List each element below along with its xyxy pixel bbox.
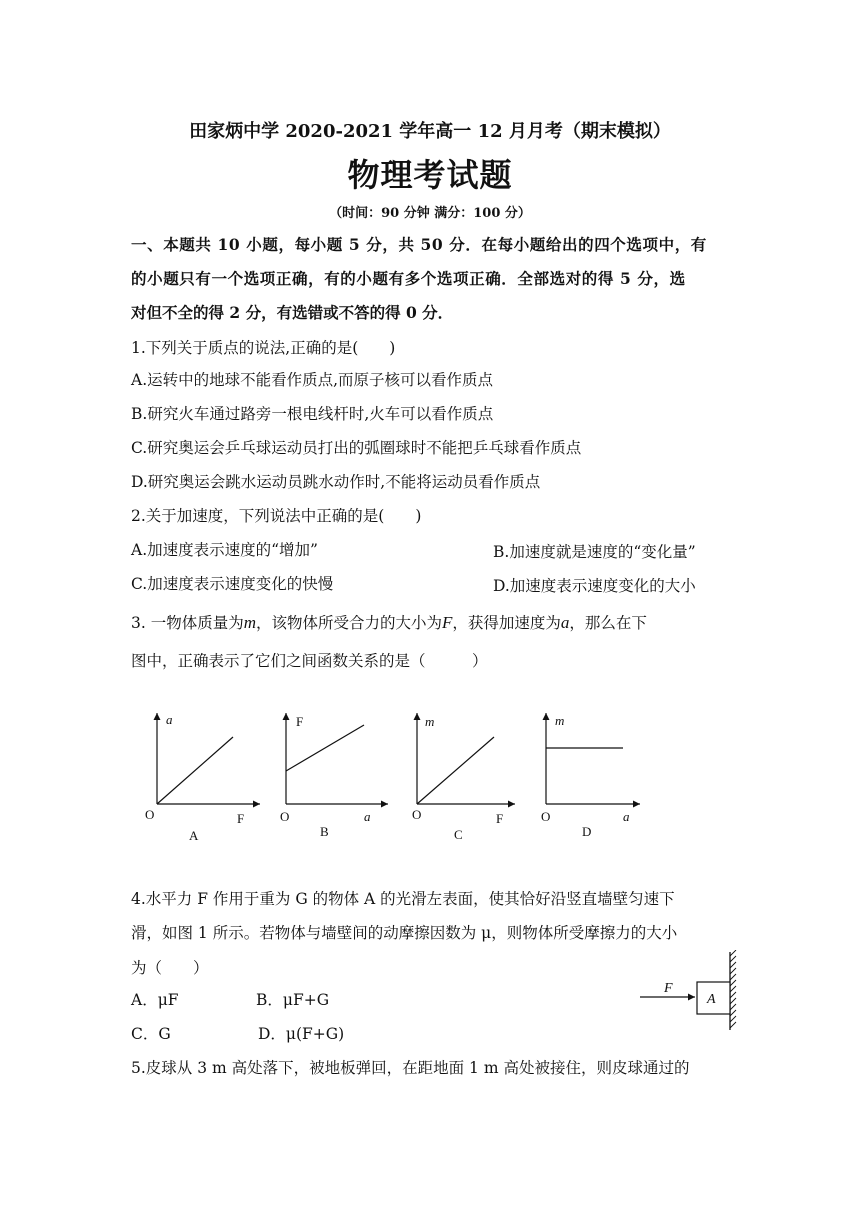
q4-option-d: D．μ(F+G) <box>258 1025 345 1043</box>
graph-d-xlabel: a <box>623 809 630 824</box>
section-instruction-line-3: 对但不全的得 2 分，有选错或不答的得 0 分． <box>131 303 454 322</box>
q4-option-b: B．μF+G <box>256 991 330 1009</box>
q1-option-a: A.运转中的地球不能看作质点,而原子核可以看作质点 <box>131 371 494 389</box>
q1-stem: 1.下列关于质点的说法,正确的是( ) <box>131 339 396 357</box>
q2-option-b: B.加速度就是速度的“变化量” <box>493 543 696 561</box>
graph-b-letter: B <box>320 824 329 839</box>
section-instruction-line-2: 的小题只有一个选项正确，有的小题有多个选项正确．全部选对的得 5 分，选 <box>131 269 686 288</box>
q4-line-2: 滑，如图 1 所示。若物体与墙壁间的动摩擦因数为 μ，则物体所受摩擦力的大小 <box>131 924 678 942</box>
q3-var-m: m <box>243 613 256 632</box>
graph-a-line <box>157 737 233 804</box>
q3-stem-line-1 <box>131 613 731 633</box>
q2-option-d: D.加速度表示速度变化的大小 <box>493 577 696 595</box>
q4-figure <box>630 950 745 1035</box>
q4-line-1: 4.水平力 F 作用于重为 G 的物体 A 的光滑左表面，使其恰好沿竖直墙壁匀速下 <box>131 890 675 908</box>
q1-option-b: B.研究火车通过路旁一根电线杆时,火车可以看作质点 <box>131 405 494 423</box>
page-title: 物理考试题 <box>347 156 513 194</box>
graph-b <box>280 713 388 839</box>
force-label: F <box>664 981 673 996</box>
q3-stem-part-a: 3. 一物体质量为 <box>131 614 244 632</box>
q1-option-d: D.研究奥运会跳水运动员跳水动作时,不能将运动员看作质点 <box>131 473 541 491</box>
graph-c-letter: C <box>454 827 463 842</box>
q2-option-a: A.加速度表示速度的“增加” <box>131 541 318 559</box>
graph-c-line <box>417 737 494 804</box>
graph-a-xlabel: F <box>237 811 245 826</box>
graph-b-line <box>286 725 364 771</box>
graph-d <box>541 713 640 839</box>
q3-stem-line-2: 图中，正确表示了它们之间函数关系的是（ ） <box>131 652 488 670</box>
q3-stem-part-c: ，获得加速度为 <box>452 614 561 632</box>
q3-stem-part-d: ，那么在下 <box>569 614 647 632</box>
graph-d-letter: D <box>582 824 592 839</box>
block-a-label: A <box>707 992 716 1007</box>
graph-a-ylabel: a <box>166 712 173 727</box>
graph-c-ylabel: m <box>425 714 435 729</box>
q1-option-c: C.研究奥运会乒乓球运动员打出的弧圈球时不能把乒乓球看作质点 <box>131 439 582 457</box>
graph-b-xlabel: a <box>364 809 371 824</box>
section-instruction-line-1: 一、本题共 10 小题，每小题 5 分，共 50 分．在每小题给出的四个选项中，有 <box>131 235 707 254</box>
graph-d-ylabel: m <box>555 713 565 728</box>
graph-b-ylabel: F <box>296 714 304 729</box>
graph-a-origin: O <box>145 807 155 822</box>
school-header: 田家炳中学 2020-2021 学年高一 12 月月考（期末模拟） <box>189 121 671 142</box>
exam-info: （时间：90 分钟 满分：100 分） <box>329 206 531 221</box>
q4-line-3: 为（ ） <box>131 959 209 977</box>
q2-stem: 2.关于加速度，下列说法中正确的是( ) <box>131 507 422 525</box>
graph-a-letter: A <box>189 828 199 843</box>
graph-c <box>412 713 515 842</box>
q3-stem-part-b: ，该物体所受合力的大小为 <box>256 614 443 632</box>
q3-var-F: F <box>442 613 453 632</box>
wall-hatching <box>730 950 736 1028</box>
q3-var-a: a <box>560 613 570 632</box>
q3-graphs <box>135 708 655 848</box>
q2-option-c: C.加速度表示速度变化的快慢 <box>131 575 334 593</box>
graph-d-origin: O <box>541 809 551 824</box>
graph-a <box>145 712 260 843</box>
q5-line-1: 5.皮球从 3 m 高处落下，被地板弹回，在距地面 1 m 高处被接住，则皮球通过的 <box>131 1059 690 1077</box>
graph-c-xlabel: F <box>496 811 504 826</box>
graph-b-origin: O <box>280 809 290 824</box>
q4-option-c: C．G <box>131 1025 171 1043</box>
q4-option-a: A．μF <box>131 991 179 1009</box>
graph-c-origin: O <box>412 807 422 822</box>
